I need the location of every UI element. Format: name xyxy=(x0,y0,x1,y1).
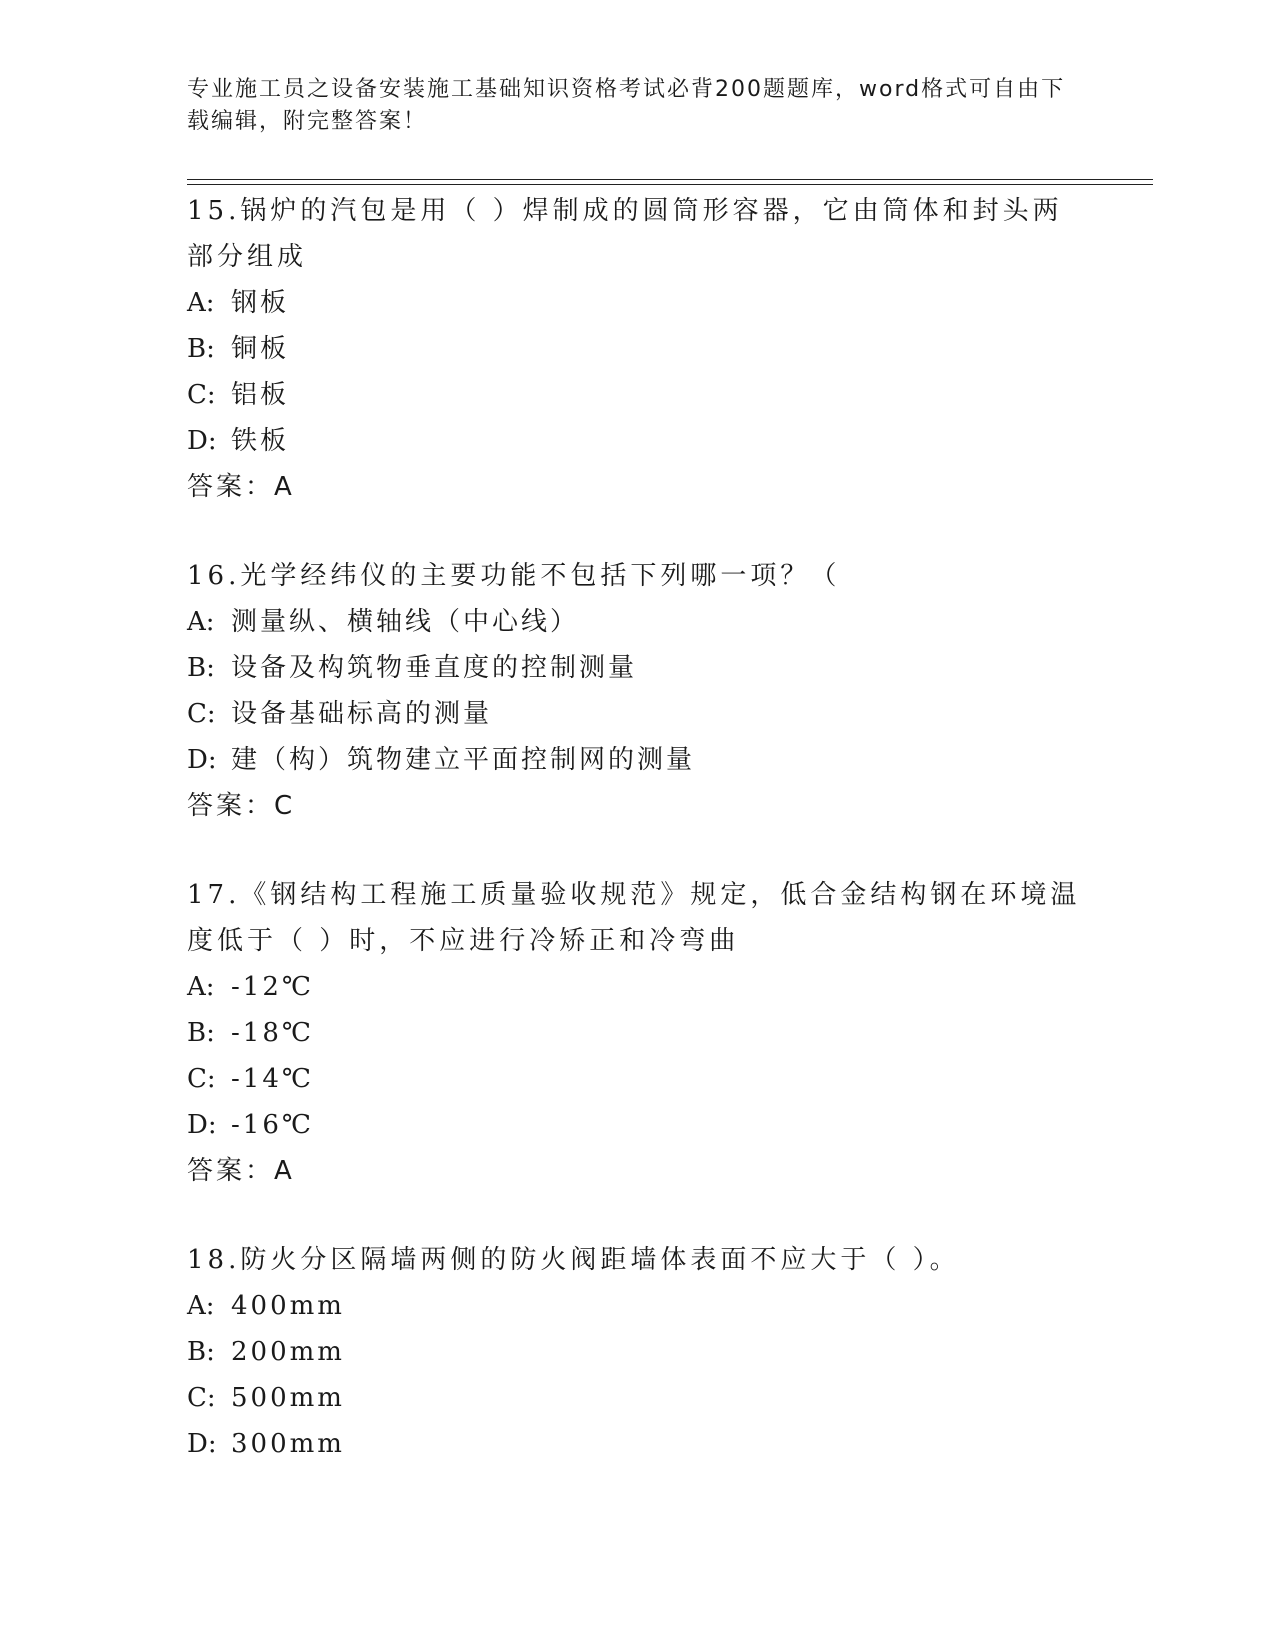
header-divider-bottom xyxy=(187,184,1153,185)
option-d xyxy=(187,1102,1087,1148)
option-text: 铁板 xyxy=(231,426,290,456)
option-letter: D: xyxy=(187,745,217,775)
option-letter: D: xyxy=(187,426,217,456)
option-letter: A: xyxy=(187,972,215,1002)
option-d xyxy=(187,737,1087,783)
option-c xyxy=(187,372,1087,418)
answer-line: 答案：C xyxy=(187,791,296,821)
option-text: -18℃ xyxy=(231,1018,314,1048)
option-text: 测量纵、横轴线（中心线） xyxy=(231,607,580,637)
option-letter: A: xyxy=(187,1291,215,1321)
option-text: 设备基础标高的测量 xyxy=(231,699,493,729)
option-letter: B: xyxy=(187,334,215,364)
option-text: 铜板 xyxy=(231,334,290,364)
option-text: 500mm xyxy=(231,1383,345,1413)
option-c xyxy=(187,1375,1087,1421)
option-b xyxy=(187,1010,1087,1056)
option-text: -12℃ xyxy=(231,972,314,1002)
question-16 xyxy=(187,553,1087,829)
option-b xyxy=(187,645,1087,691)
option-b xyxy=(187,326,1087,372)
option-letter: B: xyxy=(187,1337,215,1367)
option-a xyxy=(187,1283,1087,1329)
option-letter: A: xyxy=(187,607,215,637)
option-text: 铝板 xyxy=(231,380,290,410)
question-18 xyxy=(187,1237,1087,1467)
answer-line: 答案：A xyxy=(187,1156,295,1186)
option-text: 300mm xyxy=(231,1429,345,1459)
option-text: 200mm xyxy=(231,1337,345,1367)
question-17 xyxy=(187,872,1087,1194)
question-text: 18.防火分区隔墙两侧的防火阀距墙体表面不应大于（ ）。 xyxy=(187,1245,960,1275)
option-letter: D: xyxy=(187,1110,217,1140)
option-letter: C: xyxy=(187,380,216,410)
question-text: 16.光学经纬仪的主要功能不包括下列哪一项？（ xyxy=(187,561,841,591)
option-c xyxy=(187,1056,1087,1102)
option-c xyxy=(187,691,1087,737)
header-divider-top xyxy=(187,179,1153,180)
option-text: 400mm xyxy=(231,1291,345,1321)
option-text: 设备及构筑物垂直度的控制测量 xyxy=(231,653,638,683)
option-a xyxy=(187,964,1087,1010)
option-text: -16℃ xyxy=(231,1110,314,1140)
option-letter: B: xyxy=(187,1018,215,1048)
option-a xyxy=(187,599,1087,645)
question-text: 17.《钢结构工程施工质量验收规范》规定，低合金结构钢在环境温度低于（ ）时，不应进行冷矫正和冷弯曲 xyxy=(187,880,1081,956)
option-text: 钢板 xyxy=(231,288,290,318)
option-text: -14℃ xyxy=(231,1064,314,1094)
answer-line: 答案：A xyxy=(187,472,295,502)
document-header: 专业施工员之设备安装施工基础知识资格考试必背200题题库，word格式可自由下载编辑，附完整答案！ xyxy=(187,77,1066,134)
option-letter: C: xyxy=(187,1383,216,1413)
option-d xyxy=(187,1421,1087,1467)
option-letter: D: xyxy=(187,1429,217,1459)
option-a xyxy=(187,280,1087,326)
option-letter: B: xyxy=(187,653,215,683)
question-15 xyxy=(187,188,1087,510)
question-text: 15.锅炉的汽包是用（ ）焊制成的圆筒形容器，它由筒体和封头两部分组成 xyxy=(187,196,1063,272)
option-letter: A: xyxy=(187,288,215,318)
option-text: 建（构）筑物建立平面控制网的测量 xyxy=(231,745,696,775)
option-letter: C: xyxy=(187,699,216,729)
option-b xyxy=(187,1329,1087,1375)
option-d xyxy=(187,418,1087,464)
option-letter: C: xyxy=(187,1064,216,1094)
